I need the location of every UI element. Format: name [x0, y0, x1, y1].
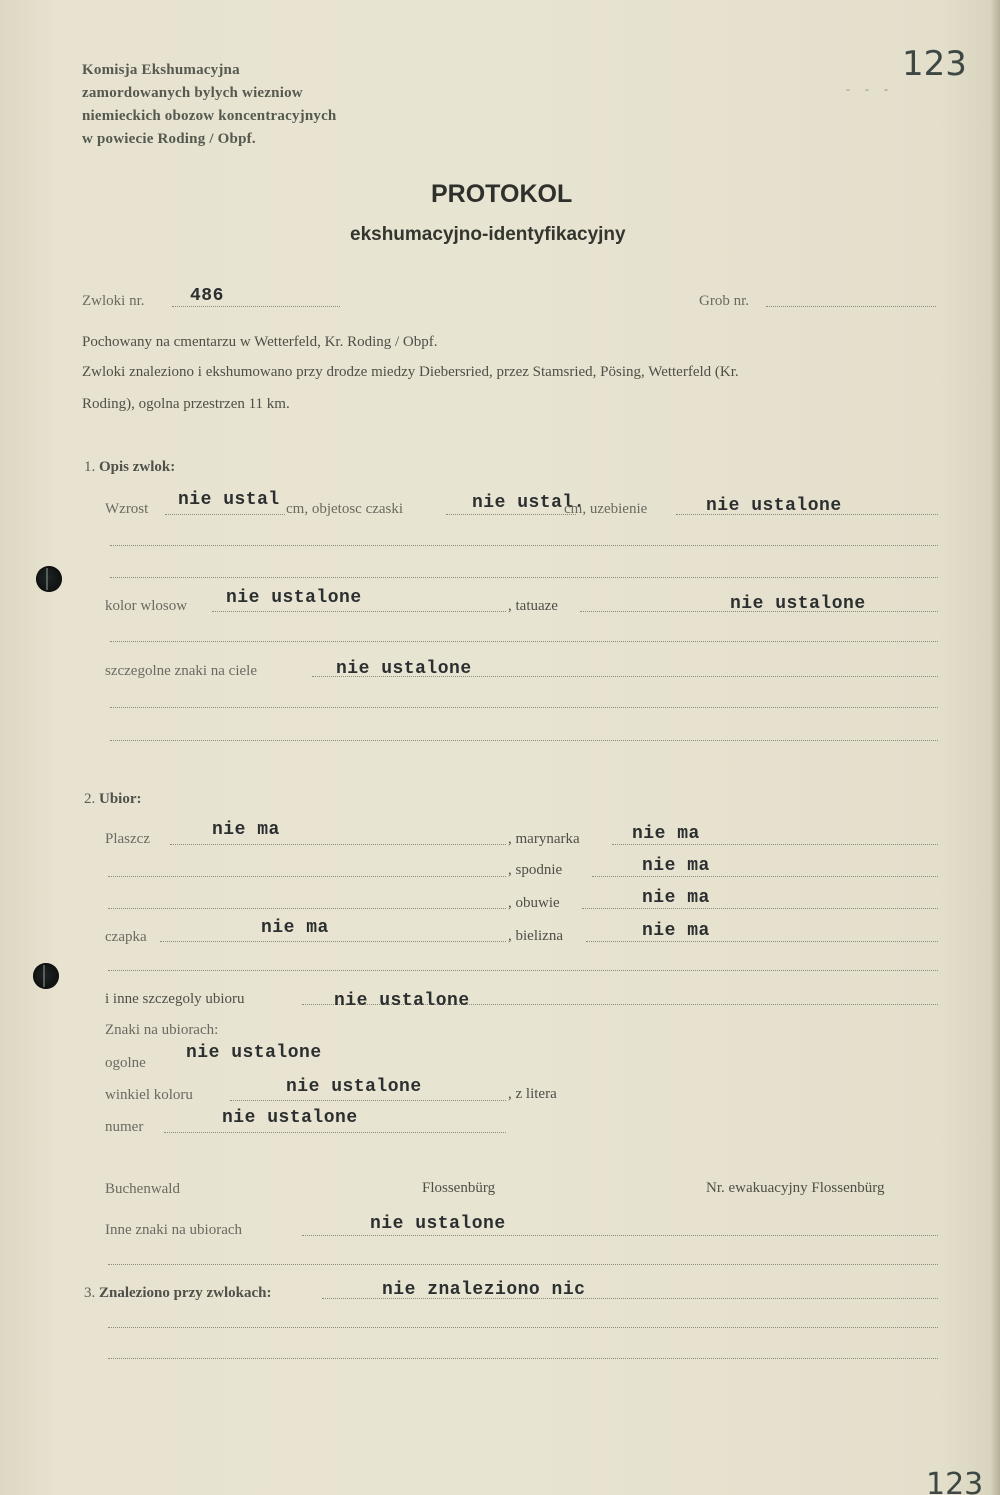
inne-szczegoly-label: i inne szczegoly ubioru: [105, 991, 245, 1007]
winkiel-dotline: [230, 1100, 506, 1101]
kolor-dotline: [212, 611, 506, 612]
nr-ewakuacyjny-label: Nr. ewakuacyjny Flossenbürg: [706, 1180, 885, 1196]
page-number: 123: [902, 44, 967, 84]
tatuaze-value: nie ustalone: [730, 594, 866, 614]
zwloki-dotline: [172, 306, 340, 307]
section1-blank-line-5: [110, 740, 938, 741]
punch-hole-bottom: [33, 963, 59, 989]
spodnie-dotline: [592, 876, 938, 877]
znaki-na-ubiorach-label: Znaki na ubiorach:: [105, 1022, 219, 1038]
numer-dotline: [164, 1132, 506, 1133]
inne-szczegoly-value: nie ustalone: [334, 991, 470, 1011]
footer-page-mark: 123: [926, 1470, 984, 1495]
marynarka-value: nie ma: [632, 824, 700, 844]
buchenwald-label: Buchenwald: [105, 1181, 180, 1197]
section2-number: 2.: [84, 791, 96, 807]
section2-title: Ubior:: [99, 791, 142, 807]
document-title: PROTOKOL: [431, 180, 573, 208]
numer-label: numer: [105, 1119, 144, 1135]
marynarka-label: , marynarka: [508, 831, 580, 847]
page-edge-shadow: [990, 0, 1000, 1495]
uzebienie-label: cm, uzebienie: [564, 501, 648, 517]
numer-value: nie ustalone: [222, 1108, 358, 1128]
header-line-2: zamordowanych bylych wiezniow: [82, 85, 303, 101]
winkiel-value: nie ustalone: [286, 1077, 422, 1097]
wzrost-value: nie ustal: [178, 490, 280, 510]
spodnie-left-dotline: [108, 876, 506, 877]
wzrost-dotline: [165, 514, 285, 515]
marynarka-dotline: [612, 844, 938, 845]
kolor-label: kolor wlosow: [105, 598, 188, 614]
section2-blank-line-1: [108, 970, 938, 971]
spodnie-value: nie ma: [642, 856, 710, 876]
obuwie-left-dotline: [108, 908, 506, 909]
cm-objetosc-label: cm, objetosc czaski: [286, 501, 404, 517]
bielizna-value: nie ma: [642, 921, 710, 941]
section3-value: nie znaleziono nic: [382, 1280, 586, 1300]
punch-hole-top: [36, 566, 62, 592]
section1-blank-line-4: [110, 707, 938, 708]
wzrost-label: Wzrost: [105, 501, 149, 517]
znaleziono-text-line2: Roding), ogolna przestrzen 11 km.: [82, 396, 290, 412]
document-subtitle: ekshumacyjno-identyfikacyjny: [350, 224, 626, 245]
section1-blank-line-1: [110, 545, 938, 546]
section1-number: 1.: [84, 459, 96, 475]
inne-znaki-value: nie ustalone: [370, 1214, 506, 1234]
plaszcz-label: Plaszcz: [105, 831, 150, 847]
flossenburg-label: Flossenbürg: [422, 1180, 496, 1196]
obuwie-value: nie ma: [642, 888, 710, 908]
section3-blank-line-2: [108, 1358, 938, 1359]
winkiel-label: winkiel koloru: [105, 1087, 193, 1103]
spodnie-label: , spodnie: [508, 862, 563, 878]
plaszcz-dotline: [170, 844, 506, 845]
czapka-dotline: [160, 941, 506, 942]
uzebienie-value: nie ustalone: [706, 496, 842, 516]
obuwie-label: , obuwie: [508, 895, 560, 911]
grob-label: Grob nr.: [699, 293, 749, 309]
pochowany-text: Pochowany na cmentarzu w Wetterfeld, Kr. Roding / Obpf.: [82, 334, 438, 350]
czapka-label: czapka: [105, 929, 147, 945]
znaki-label: szczegolne znaki na ciele: [105, 663, 257, 679]
czapka-value: nie ma: [261, 918, 329, 938]
ogolne-value: nie ustalone: [186, 1043, 322, 1063]
header-line-1: Komisja Ekshumacyjna: [82, 62, 240, 78]
kolor-value: nie ustalone: [226, 588, 362, 608]
inne-znaki-label: Inne znaki na ubiorach: [105, 1222, 243, 1238]
section2-blank-line-2: [108, 1264, 938, 1265]
zwloki-label: Zwloki nr.: [82, 293, 145, 309]
tatuaze-label: , tatuaze: [508, 598, 558, 614]
section1-blank-line-3: [110, 641, 938, 642]
znaki-value: nie ustalone: [336, 659, 472, 679]
section1-title: Opis zwlok:: [99, 459, 176, 475]
header-line-3: niemieckich obozow koncentracyjnych: [82, 108, 337, 124]
znaleziono-text-line1: Zwloki znaleziono i ekshumowano przy drodze miedzy Diebersried, przez Stamsried, Pösing, Wetterfeld (Kr.: [82, 364, 739, 380]
section3-number: 3.: [84, 1285, 96, 1301]
section3-heading: [84, 1285, 272, 1302]
pencil-marks: - - -: [846, 82, 894, 96]
grob-dotline: [766, 306, 936, 307]
zwloki-value: 486: [190, 286, 224, 306]
section1-heading: [84, 459, 175, 476]
header-line-4: w powiecie Roding / Obpf.: [82, 131, 256, 147]
section3-blank-line-1: [108, 1327, 938, 1328]
bielizna-dotline: [586, 941, 938, 942]
section1-blank-line-2: [110, 577, 938, 578]
bielizna-label: , bielizna: [508, 928, 563, 944]
section3-title: Znaleziono przy zwlokach:: [99, 1285, 272, 1301]
inne-znaki-dotline: [302, 1235, 938, 1236]
obuwie-dotline: [582, 908, 938, 909]
section2-heading: [84, 791, 142, 808]
czaszka-value: nie ustal.: [472, 493, 586, 513]
ogolne-label: ogolne: [105, 1055, 146, 1071]
plaszcz-value: nie ma: [212, 820, 280, 840]
z-litera-label: , z litera: [508, 1086, 557, 1102]
czaszka-dotline: [446, 514, 576, 515]
